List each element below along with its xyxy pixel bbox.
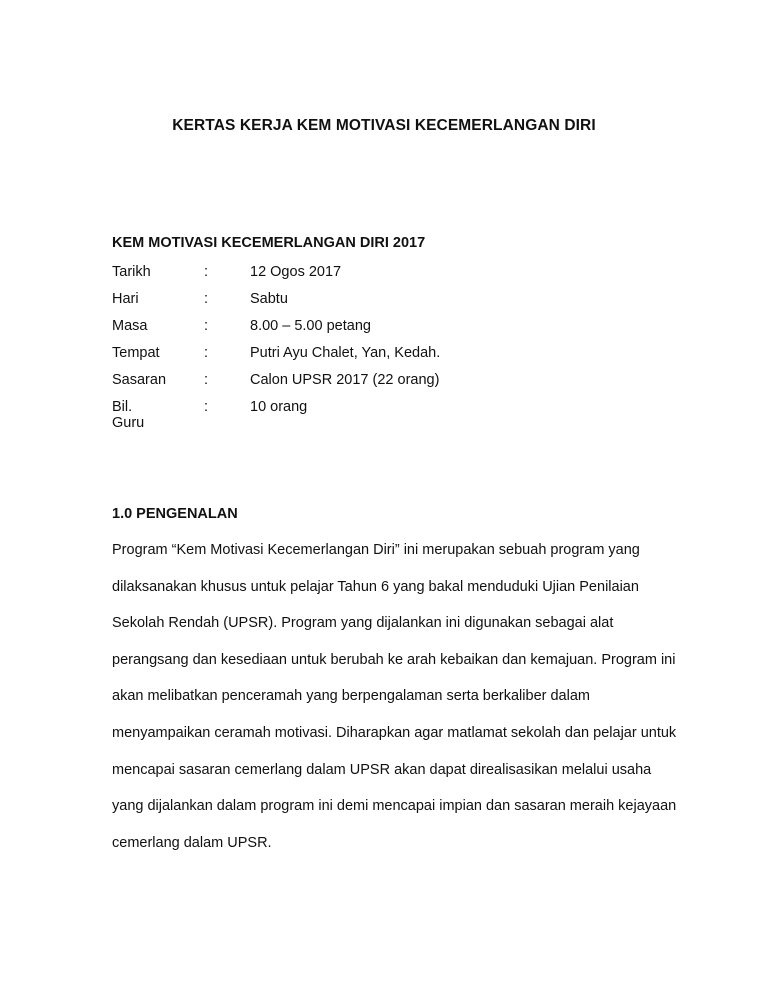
paragraph-line: Program “Kem Motivasi Kecemerlangan Diri” ini merupakan sebuah program yang (112, 542, 640, 558)
detail-label: Hari (112, 291, 139, 307)
detail-label: Masa (112, 318, 148, 334)
paragraph-line: dilaksanakan khusus untuk pelajar Tahun 6 yang bakal menduduki Ujian Penilaian (112, 578, 639, 595)
detail-value: 10 orang (250, 399, 308, 415)
paragraph-line: cemerlang dalam UPSR. (112, 834, 272, 851)
detail-colon: : (204, 318, 209, 334)
event-heading: KEM MOTIVASI KECEMERLANGAN DIRI 2017 (112, 235, 426, 251)
detail-colon: : (204, 264, 209, 280)
detail-value: 8.00 – 5.00 petang (250, 318, 371, 334)
detail-label: Tarikh (112, 264, 151, 280)
detail-colon: : (204, 399, 209, 415)
paragraph-line: mencapai sasaran cemerlang dalam UPSR akan dapat direalisasikan melalui usaha (112, 761, 652, 778)
section-heading-pengenalan: 1.0 PENGENALAN (112, 506, 238, 522)
paragraph-line: perangsang dan kesediaan untuk berubah ke arah kebaikan dan kemajuan. Program ini (112, 651, 676, 668)
paragraph-line: Sekolah Rendah (UPSR). Program yang dijalankan ini digunakan sebagai alat (112, 615, 614, 632)
detail-label: Sasaran (112, 372, 167, 388)
detail-value: Calon UPSR 2017 (22 orang) (250, 372, 440, 388)
detail-colon: : (204, 345, 209, 361)
detail-colon: : (204, 372, 209, 388)
detail-colon: : (204, 291, 209, 307)
paragraph-line: menyampaikan ceramah motivasi. Diharapkan agar matlamat sekolah dan pelajar untuk (112, 724, 677, 741)
detail-value: Putri Ayu Chalet, Yan, Kedah. (250, 345, 441, 361)
paragraph-line: akan melibatkan penceramah yang berpengalaman serta berkaliber dalam (112, 688, 590, 705)
document-title: KERTAS KERJA KEM MOTIVASI KECEMERLANGAN DIRI (172, 117, 596, 134)
detail-value: 12 Ogos 2017 (250, 264, 342, 280)
detail-label: Tempat (112, 345, 160, 361)
intro-paragraph (112, 542, 708, 871)
detail-value: Sabtu (250, 291, 288, 307)
paragraph-line: yang dijalankan dalam program ini demi mencapai impian dan sasaran meraih kejayaan (112, 798, 677, 815)
detail-label: Bil. Guru (112, 399, 145, 431)
